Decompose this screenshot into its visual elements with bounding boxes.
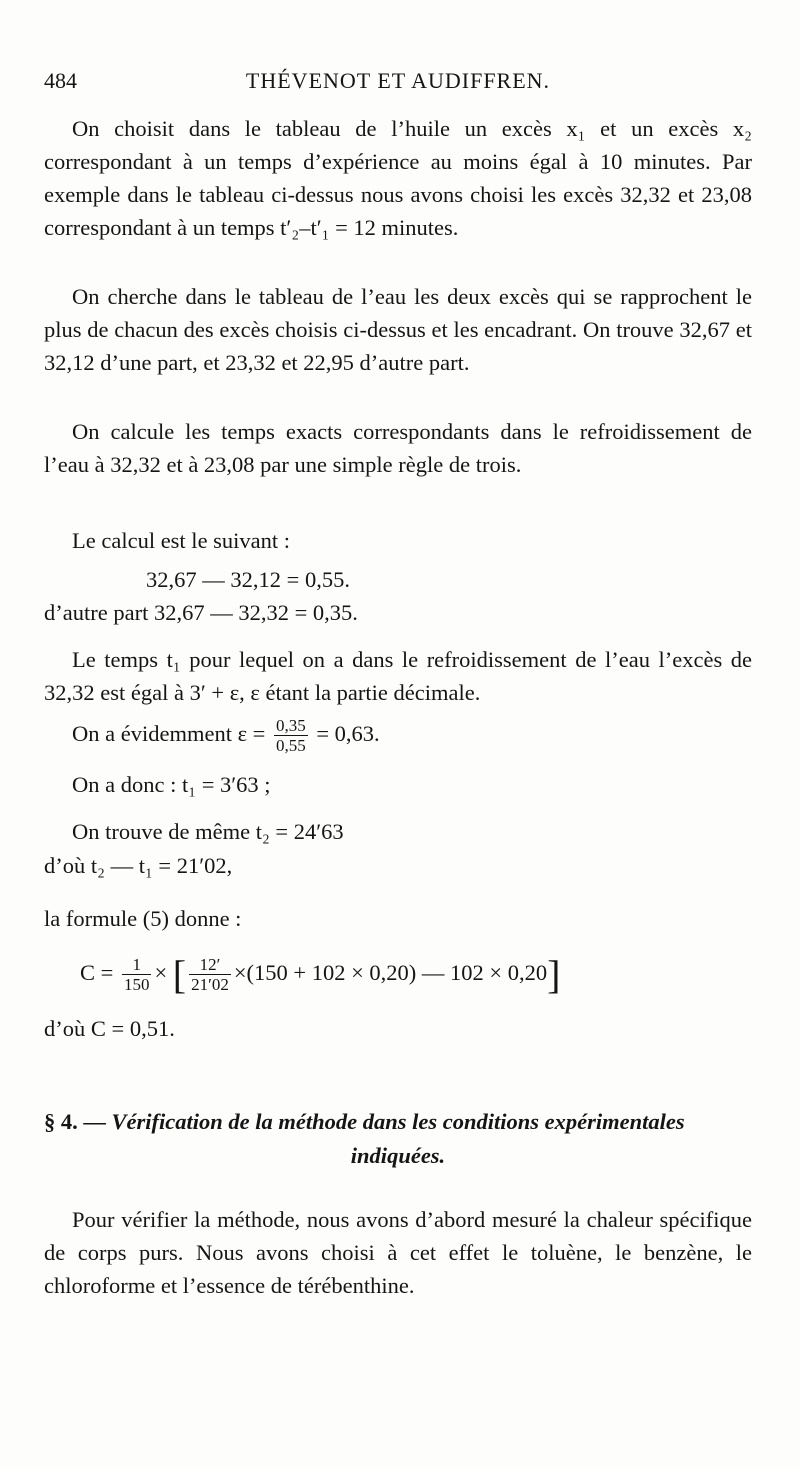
epsilon-result: = 0,63. bbox=[316, 721, 380, 746]
formula-line bbox=[80, 948, 760, 1000]
formula-fraction-2 bbox=[189, 955, 231, 994]
paragraph-2: On cherche dans le tableau de l’eau les deux excès qui se rapprochent le plus de chacun des excès choisis ci-dessus et les encadrant. On trouve 32,67 et 32,12 d’une part, et 23,32 et 22,95 d’autre part. bbox=[44, 284, 752, 375]
formula-times: × bbox=[154, 960, 168, 985]
running-title: THÉVENOT ET AUDIFFREN. bbox=[245, 68, 551, 93]
formula-c: C = bbox=[80, 960, 114, 985]
paragraph-4: Le calcul est le suivant : bbox=[72, 528, 291, 553]
equation-2: d’autre part 32,67 — 32,32 = 0,35. bbox=[44, 600, 358, 625]
epsilon-numerator: 0,35 bbox=[275, 716, 306, 736]
formula-close-bracket: ] bbox=[547, 951, 561, 997]
t2-line: On trouve de même t₂ = 24′63 bbox=[72, 819, 344, 844]
formula-fraction-2-numerator: 12′ bbox=[189, 955, 231, 975]
paragraph-3: On calcule les temps exacts correspondants dans le refroidissement de l’eau à 32,32 et à 23,08 par une simple règle de trois. bbox=[44, 419, 752, 477]
formula-rest: ×(150 + 102 × 0,20) — 102 × 0,20 bbox=[233, 960, 548, 985]
paragraph-5: Le temps t₁ pour lequel on a dans le refroidissement de l’eau l’excès de 32,32 est égal à 3′ + ε, ε étant la partie décimale. bbox=[44, 647, 752, 705]
page-header bbox=[44, 68, 752, 98]
formula-fraction-2-denominator: 21′02 bbox=[191, 975, 229, 995]
formula-fraction-1-numerator: 1 bbox=[122, 955, 152, 975]
paragraph-1: On choisit dans le tableau de l’huile un excès x₁ et un excès x₂ correspondant à un temps d’expérience au moins égal à 10 minutes. Par exemple dans le tableau ci-dessus nous avons choisi les excès 32,32 et 23,08 correspondant à un temps t′₂–t′₁ = 12 minutes. bbox=[44, 116, 752, 240]
epsilon-equation bbox=[72, 714, 380, 755]
t1-line: On a donc : t₁ = 3′63 ; bbox=[72, 772, 271, 797]
result-line: d’où C = 0,51. bbox=[44, 1016, 175, 1041]
section-title-line-1: Vérification de la méthode dans les conditions expérimentales bbox=[111, 1109, 685, 1134]
page-number: 484 bbox=[44, 68, 77, 93]
formula-intro: la formule (5) donne : bbox=[44, 906, 242, 931]
difference-line: d’où t₂ — t₁ = 21′02, bbox=[44, 853, 233, 878]
section-title-line-2: indiquées. bbox=[350, 1143, 446, 1168]
epsilon-fraction bbox=[274, 716, 308, 755]
section-label: § 4. — bbox=[44, 1109, 106, 1134]
epsilon-prefix: On a évidemment ε = bbox=[72, 721, 266, 746]
final-paragraph: Pour vérifier la méthode, nous avons d’abord mesuré la chaleur spécifique de corps purs. Nous avons choisi à cet effet le toluène, le benzène, le chloroforme et l’essence de térébenthine. bbox=[44, 1207, 752, 1298]
equation-1: 32,67 — 32,12 = 0,55. bbox=[146, 567, 350, 592]
epsilon-denominator: 0,55 bbox=[275, 736, 306, 756]
section-heading bbox=[44, 1105, 752, 1173]
formula-fraction-1 bbox=[122, 955, 152, 994]
formula-fraction-1-denominator: 150 bbox=[123, 975, 150, 995]
formula-open-bracket: [ bbox=[172, 951, 187, 997]
